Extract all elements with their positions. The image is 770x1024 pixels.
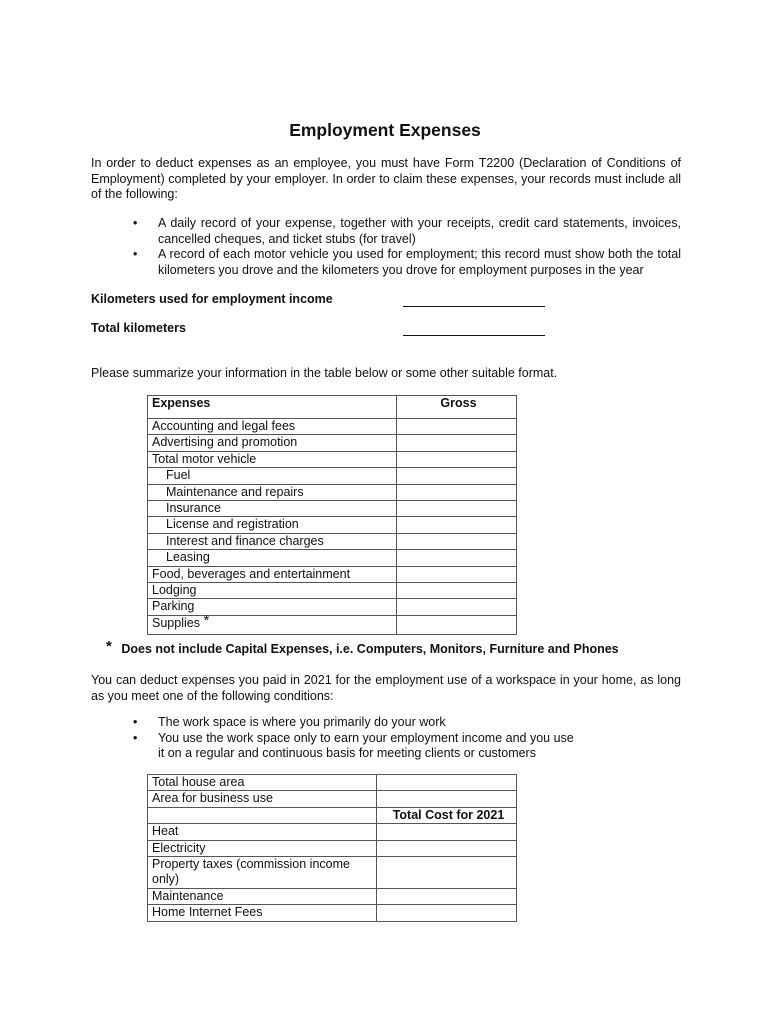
table-row xyxy=(148,435,517,451)
expense-label: Insurance xyxy=(148,501,397,517)
table-header-row xyxy=(148,396,517,419)
gross-cell[interactable] xyxy=(397,550,517,566)
gross-cell[interactable] xyxy=(397,517,517,533)
expense-label: Fuel xyxy=(148,468,397,484)
blank-cell xyxy=(148,807,377,823)
summary-instruction: Please summarize your information in the table below or some other suitable format. xyxy=(91,366,558,380)
table-row xyxy=(148,807,517,823)
expense-label: Leasing xyxy=(148,550,397,566)
table-row xyxy=(148,857,517,889)
total-cost-header: Total Cost for 2021 xyxy=(377,807,517,823)
table-row xyxy=(148,775,517,791)
requirements-list xyxy=(116,216,681,278)
table-row xyxy=(148,484,517,500)
list-item xyxy=(116,216,681,247)
requirement-text: A daily record of your expense, together with your receipts, credit card statements, invoices, cancelled cheques, and ticket stubs (for travel) xyxy=(158,216,681,246)
gross-cell[interactable] xyxy=(397,451,517,467)
table-row xyxy=(148,501,517,517)
value-cell[interactable] xyxy=(377,791,517,807)
expense-label: Maintenance and repairs xyxy=(148,484,397,500)
gross-cell[interactable] xyxy=(397,615,517,634)
value-cell[interactable] xyxy=(377,840,517,856)
gross-cell[interactable] xyxy=(397,468,517,484)
expense-label: Parking xyxy=(148,599,397,615)
value-cell[interactable] xyxy=(377,775,517,791)
bullet-icon: • xyxy=(133,715,138,729)
list-item xyxy=(116,731,576,762)
condition-text: The work space is where you primarily do your work xyxy=(158,715,446,729)
expense-label: Interest and finance charges xyxy=(148,533,397,549)
condition-text: You use the work space only to earn your employment income and you use it on a regular and continuous basis for meeting clients or customers xyxy=(158,730,574,760)
km-employment-label: Kilometers used for employment income xyxy=(91,292,333,306)
home-label: Heat xyxy=(148,824,377,840)
footnote-text: Does not include Capital Expenses, i.e. Computers, Monitors, Furniture and Phones xyxy=(121,642,619,656)
table-row xyxy=(148,451,517,467)
table-row xyxy=(148,419,517,435)
supplies-footnote xyxy=(106,638,619,656)
table-row xyxy=(148,550,517,566)
gross-cell[interactable] xyxy=(397,435,517,451)
table-row xyxy=(148,824,517,840)
header-gross: Gross xyxy=(397,396,517,419)
table-row xyxy=(148,888,517,904)
requirement-text: A record of each motor vehicle you used for employment; this record must show both the total kilometers you drove and the kilometers you drove for employment purposes in the year xyxy=(158,247,681,277)
asterisk-icon: * xyxy=(203,611,210,629)
gross-cell[interactable] xyxy=(397,599,517,615)
table-row xyxy=(148,905,517,921)
asterisk-icon: * xyxy=(106,638,112,655)
expense-label: Lodging xyxy=(148,583,397,599)
bullet-icon: • xyxy=(133,216,138,230)
home-label: Home Internet Fees xyxy=(148,905,377,921)
home-label: Electricity xyxy=(148,840,377,856)
km-total-field[interactable] xyxy=(403,321,545,336)
table-row xyxy=(148,566,517,582)
expense-label: Advertising and promotion xyxy=(148,435,397,451)
table-row xyxy=(148,791,517,807)
home-office-table xyxy=(147,774,517,922)
page-title: Employment Expenses xyxy=(289,120,481,140)
workspace-conditions-list xyxy=(116,715,576,762)
home-label: Maintenance xyxy=(148,888,377,904)
header-expenses: Expenses xyxy=(148,396,397,419)
expense-label: Accounting and legal fees xyxy=(148,419,397,435)
home-label: Property taxes (commission income only) xyxy=(148,857,377,889)
table-row xyxy=(148,615,517,634)
bullet-icon: • xyxy=(133,730,138,745)
gross-cell[interactable] xyxy=(397,533,517,549)
km-employment-field[interactable] xyxy=(403,292,545,307)
home-label: Area for business use xyxy=(148,791,377,807)
value-cell[interactable] xyxy=(377,824,517,840)
supplies-cell xyxy=(148,611,397,634)
list-item xyxy=(116,715,576,731)
gross-cell[interactable] xyxy=(397,484,517,500)
expense-label: License and registration xyxy=(148,517,397,533)
table-row xyxy=(148,517,517,533)
expense-label: Total motor vehicle xyxy=(148,451,397,467)
bullet-icon: • xyxy=(133,247,138,261)
km-total-label: Total kilometers xyxy=(91,321,186,335)
expense-label: Food, beverages and entertainment xyxy=(148,566,397,582)
workspace-intro: You can deduct expenses you paid in 2021 for the employment use of a workspace in your home, as long as you meet one of the following conditions: xyxy=(91,673,681,703)
value-cell[interactable] xyxy=(377,905,517,921)
gross-cell[interactable] xyxy=(397,583,517,599)
home-label: Total house area xyxy=(148,775,377,791)
intro-paragraph: In order to deduct expenses as an employee, you must have Form T2200 (Declaration of Conditions of Employment) completed by your employer. In order to claim these expenses, your records must include all of the following: xyxy=(91,156,681,201)
table-row xyxy=(148,468,517,484)
table-row xyxy=(148,533,517,549)
value-cell[interactable] xyxy=(377,888,517,904)
gross-cell[interactable] xyxy=(397,419,517,435)
gross-cell[interactable] xyxy=(397,566,517,582)
gross-cell[interactable] xyxy=(397,501,517,517)
expense-label: Supplies xyxy=(152,615,200,630)
table-row xyxy=(148,840,517,856)
expense-table xyxy=(147,395,517,635)
value-cell[interactable] xyxy=(377,857,517,889)
list-item xyxy=(116,247,681,278)
table-row xyxy=(148,583,517,599)
